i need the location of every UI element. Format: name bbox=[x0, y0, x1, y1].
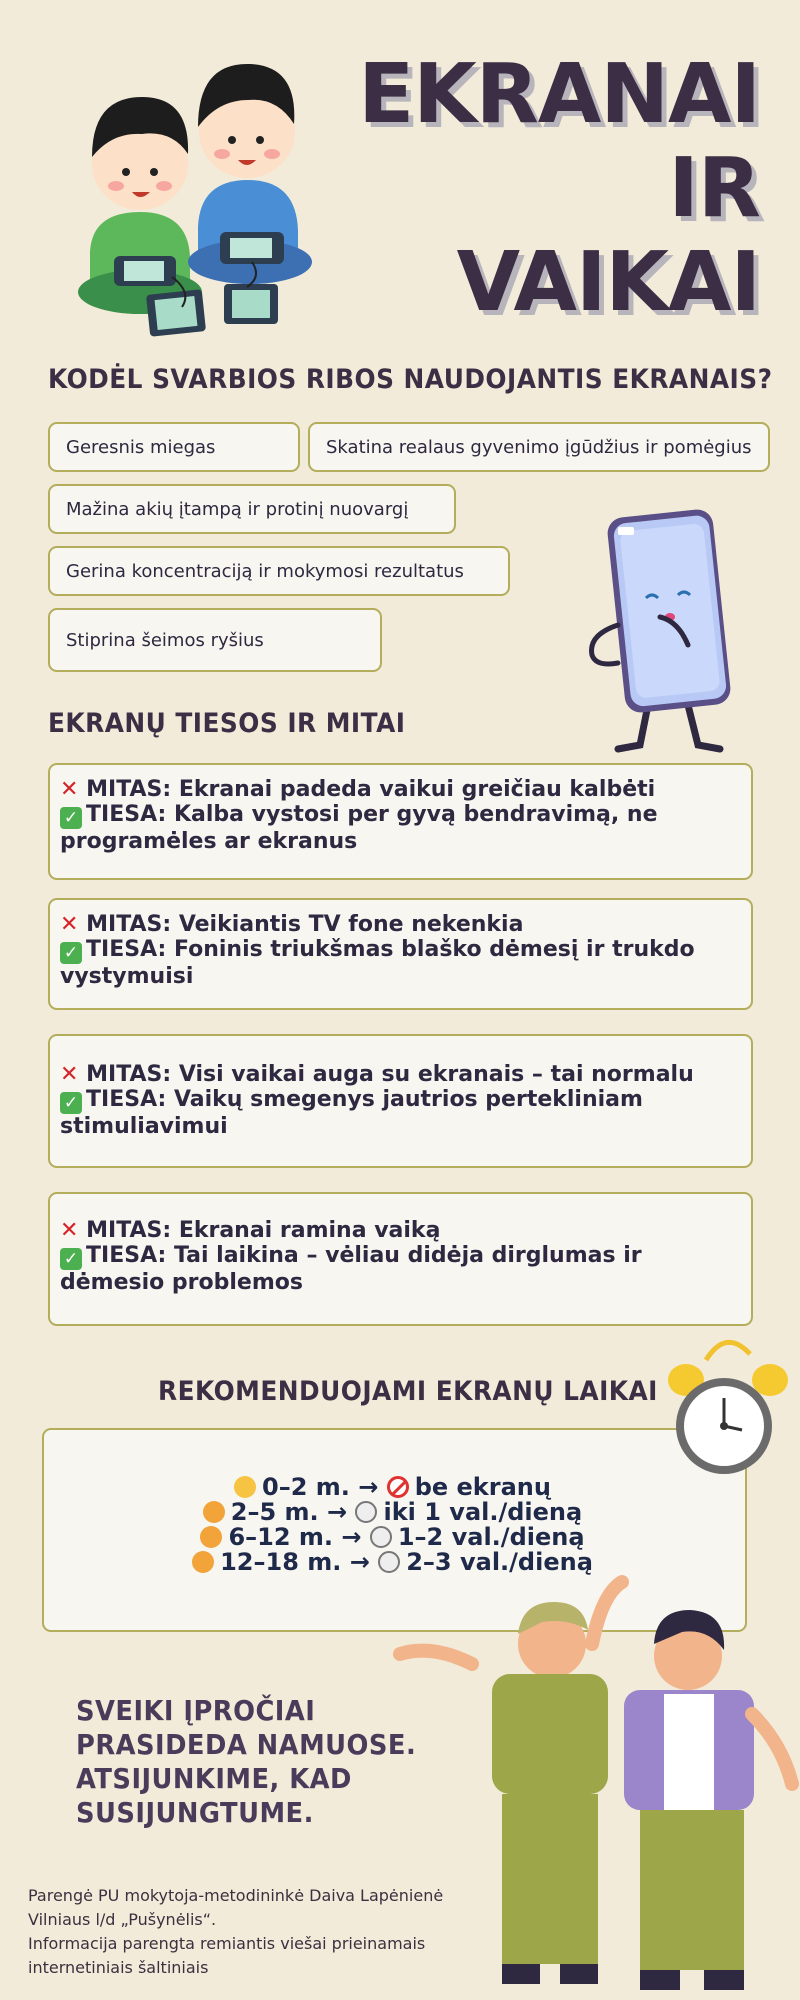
myth-card bbox=[48, 1192, 753, 1326]
phone-character-illustration bbox=[588, 505, 738, 753]
age-range: 0–2 m. → bbox=[262, 1473, 379, 1501]
timer-icon bbox=[370, 1526, 392, 1548]
slogan bbox=[76, 1694, 416, 1830]
slogan-line: PRASIDEDA NAMUOSE. bbox=[76, 1728, 417, 1761]
myth-text: MITAS: Ekranai padeda vaikui greičiau kalbėti bbox=[86, 777, 656, 802]
benefit-chip: Mažina akių įtampą ir protinį nuovargį bbox=[48, 484, 456, 534]
limit-text: iki 1 val./dieną bbox=[383, 1498, 583, 1526]
cross-mark-icon: ✕ bbox=[60, 777, 79, 802]
myth-card bbox=[48, 898, 753, 1010]
limit-text: 1–2 val./dieną bbox=[397, 1523, 585, 1551]
slogan-line: SUSIJUNGTUME. bbox=[76, 1796, 314, 1829]
slogan-line: ATSIJUNKIME, KAD bbox=[76, 1762, 352, 1795]
benefit-chip: Geresnis miegas bbox=[48, 422, 300, 472]
check-mark-icon: ✓ bbox=[60, 1248, 82, 1270]
myth-card bbox=[48, 763, 753, 880]
cross-mark-icon: ✕ bbox=[60, 1218, 79, 1243]
benefit-chip: Gerina koncentraciją ir mokymosi rezultatus bbox=[48, 546, 510, 596]
timer-icon bbox=[378, 1551, 400, 1573]
why-heading: KODĖL SVARBIOS RIBOS NAUDOJANTIS EKRANAIS? bbox=[48, 364, 773, 395]
truth-text: TIESA: Tai laikina – vėliau didėja dirglumas ir dėmesio problemos bbox=[60, 1243, 642, 1295]
age-range: 12–18 m. → bbox=[220, 1548, 370, 1576]
myth-card bbox=[48, 1034, 753, 1168]
limit-text: 2–3 val./dieną bbox=[406, 1548, 593, 1576]
child-icon bbox=[203, 1501, 225, 1523]
benefit-chip: Stiprina šeimos ryšius bbox=[48, 608, 382, 672]
limit-text: be ekranų bbox=[414, 1473, 551, 1501]
recommended-list bbox=[0, 1475, 785, 1575]
check-mark-icon: ✓ bbox=[60, 1092, 82, 1114]
cross-mark-icon: ✕ bbox=[60, 912, 79, 937]
myth-text: MITAS: Visi vaikai auga su ekranais – tai normalu bbox=[86, 1062, 694, 1087]
check-mark-icon: ✓ bbox=[60, 942, 82, 964]
recommended-row bbox=[0, 1500, 785, 1525]
truth-text: TIESA: Foninis triukšmas blaško dėmesį ir trukdo vystymuisi bbox=[60, 937, 695, 989]
title-line-1: EKRANAI IR bbox=[358, 47, 760, 236]
slogan-line: SVEIKI ĮPROČIAI bbox=[76, 1694, 316, 1727]
timer-icon bbox=[355, 1501, 377, 1523]
page-title bbox=[300, 48, 760, 330]
footer-credits bbox=[28, 1884, 508, 1980]
recommended-row bbox=[0, 1550, 785, 1575]
myths-heading: EKRANŲ TIESOS IR MITAI bbox=[48, 708, 406, 739]
check-mark-icon: ✓ bbox=[60, 807, 82, 829]
recommended-row bbox=[0, 1475, 785, 1500]
benefit-chip: Skatina realaus gyvenimo įgūdžius ir pomėgius bbox=[308, 422, 770, 472]
teen-icon bbox=[192, 1551, 214, 1573]
cross-mark-icon: ✕ bbox=[60, 1062, 79, 1087]
title-line-2: VAIKAI bbox=[456, 235, 760, 330]
truth-text: TIESA: Kalba vystosi per gyvą bendravimą, ne programėles ar ekranus bbox=[60, 802, 658, 854]
footer-line: Parengė PU mokytoja-metodininkė Daiva Lapėnienė bbox=[28, 1886, 444, 1905]
footer-line: Vilniaus l/d „Pušynėlis“. bbox=[28, 1910, 217, 1929]
age-range: 6–12 m. → bbox=[228, 1523, 362, 1551]
age-range: 2–5 m. → bbox=[230, 1498, 348, 1526]
recommended-heading: REKOMENDUOJAMI EKRANŲ LAIKAI bbox=[158, 1376, 658, 1407]
truth-text: TIESA: Vaikų smegenys jautrios pertekliniam stimuliavimui bbox=[60, 1087, 643, 1139]
myth-text: MITAS: Ekranai ramina vaiką bbox=[86, 1218, 441, 1243]
baby-icon bbox=[234, 1476, 256, 1498]
child-icon bbox=[200, 1526, 222, 1548]
recommended-row bbox=[0, 1525, 785, 1550]
alarm-clock-icon bbox=[668, 1334, 788, 1484]
footer-line: Informacija parengta remiantis viešai prieinamais bbox=[28, 1934, 426, 1953]
kids-gaming-illustration bbox=[62, 52, 332, 342]
prohibited-icon bbox=[387, 1476, 409, 1498]
footer-line: internetiniais šaltiniais bbox=[28, 1958, 209, 1977]
myth-text: MITAS: Veikiantis TV fone nekenkia bbox=[86, 912, 524, 937]
